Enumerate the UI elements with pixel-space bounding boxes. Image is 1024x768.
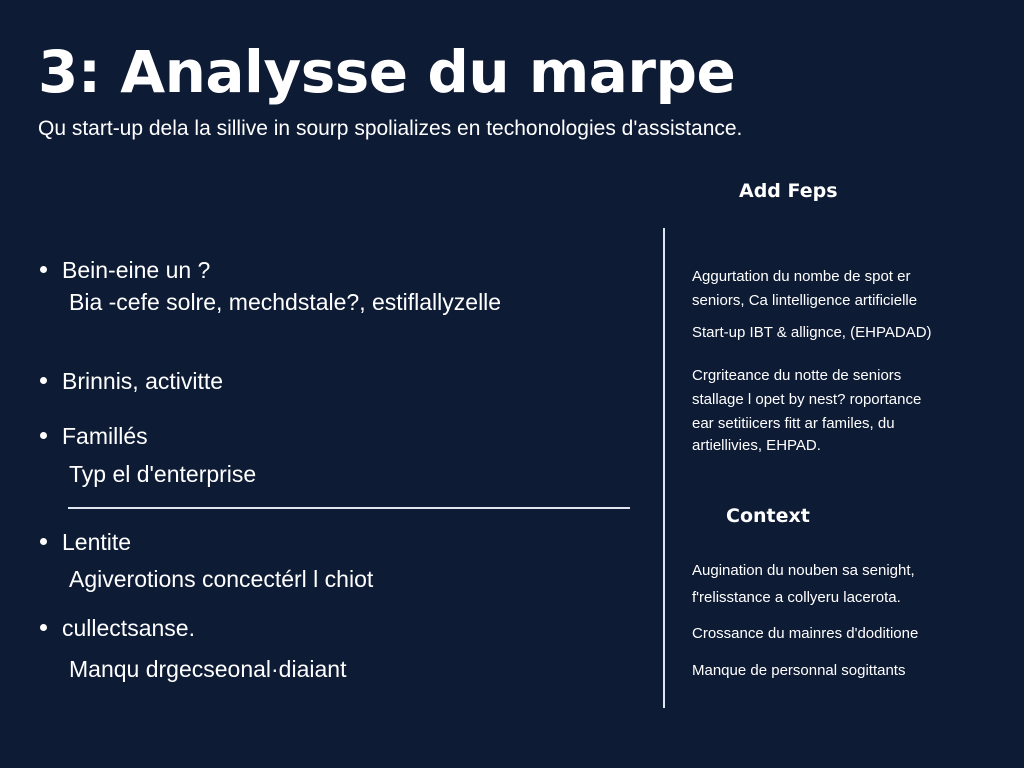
bullet-item [40, 256, 210, 284]
bullet-subline: Bia -cefe solre, mechdstale?, estiflallyzelle [69, 289, 502, 315]
section-line: ear setitiicers fitt ar familes, du [692, 415, 895, 432]
bullet-dot-icon [40, 624, 47, 631]
section-line: Augination du nouben sa senight, [692, 562, 915, 579]
section-heading: Context [726, 505, 810, 527]
bullet-subline: Agiverotions concectérl l chiot [69, 566, 374, 592]
section-line: seniors, Ca lintelligence artificielle [692, 292, 918, 309]
section-line: artiellivies, EHPAD. [692, 437, 821, 454]
bullet-subline: Manqu drgecseonal·diaiant [69, 656, 347, 682]
column-divider [663, 228, 665, 708]
page-subtitle: Qu start-up dela la sillive in sourp spolializes en techonologies d'assistance. [38, 117, 743, 140]
section-line: Crgriteance du notte de seniors [692, 367, 902, 384]
bullet-text: Bein-eine un ? [62, 257, 211, 283]
section-line: Start-up IBT & allignce, (EHPADAD) [692, 324, 932, 341]
bullet-item [40, 614, 195, 642]
bullet-dot-icon [40, 266, 47, 273]
bullet-dot-icon [40, 538, 47, 545]
left-column [40, 0, 630, 768]
section-line: f'relisstance a collyeru lacerota. [692, 589, 901, 606]
bullet-item [40, 367, 223, 395]
bullet-item [40, 422, 148, 450]
bullet-dot-icon [40, 432, 47, 439]
bullet-item [40, 528, 131, 556]
page-title: 3: Analysse du marpe [38, 38, 736, 106]
bullet-text: cullectsanse. [62, 615, 195, 641]
bullet-text: Lentite [62, 529, 132, 555]
bullet-dot-icon [40, 377, 47, 384]
section-line: stallage l opet by nest? roportance [692, 391, 922, 408]
bullet-subline: Typ el d'enterprise [69, 461, 257, 487]
right-column [692, 0, 1012, 768]
section-heading: Add Feps [739, 180, 838, 202]
section-line: Aggurtation du nombe de spot er [692, 268, 911, 285]
bullet-text: Brinnis, activitte [62, 368, 224, 394]
divider [68, 507, 630, 509]
section-line: Crossance du mainres d'doditione [692, 625, 919, 642]
section-line: Manque de personnal sogittants [692, 662, 906, 679]
bullet-text: Famillés [62, 423, 148, 449]
